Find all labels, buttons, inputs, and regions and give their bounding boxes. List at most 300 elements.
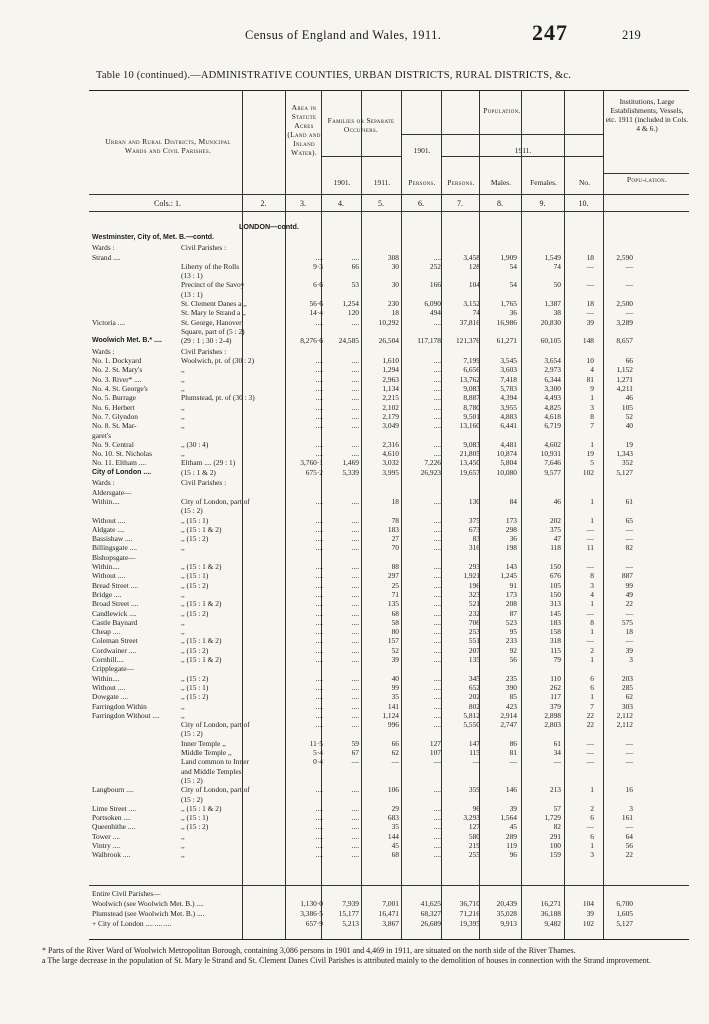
row-parish: ,, (181, 365, 185, 375)
cell-p11: 316 (468, 543, 480, 553)
cell-f01: 5,213 (342, 919, 359, 928)
cell-f11: 18 (391, 496, 399, 506)
cell-f01: .... (351, 393, 359, 403)
cell-f: 4,493 (544, 393, 561, 403)
cell-f01: 24,585 (338, 336, 359, 346)
row-name: Portsoken .... (92, 813, 131, 823)
cell-p11: 8,780 (463, 402, 480, 412)
row-parish: ,, (15 : 1 & 2) (181, 599, 222, 609)
cell-m: 208 (505, 599, 517, 609)
cell-f01: .... (351, 645, 359, 655)
cell-m: 96 (509, 850, 517, 860)
cell-p11: 5,812 (463, 710, 480, 720)
cell-area: .... (315, 701, 323, 711)
column-number: 3. (300, 199, 306, 208)
cell-area: .... (315, 841, 323, 850)
cell-ipo: 64 (625, 831, 633, 841)
cell-ipo: 40 (625, 421, 633, 431)
cell-p01: .... (433, 785, 441, 795)
cell-m: 10,080 (496, 467, 517, 477)
cell-f: 158 (549, 627, 561, 637)
cell-area: .... (315, 710, 323, 720)
cell-f01: .... (351, 655, 359, 664)
row-name: Victoria .... (92, 317, 126, 327)
book-page-number: 247 (532, 20, 568, 45)
cell-ino: 9 (590, 384, 594, 393)
cell-f: 150 (549, 562, 561, 571)
cell-m: 235 (505, 673, 517, 683)
cell-f11: 68 (391, 608, 399, 618)
cell-m: 4,883 (500, 411, 517, 421)
cell-area: 3,760·1 (300, 458, 323, 468)
cell-p01: .... (433, 252, 441, 262)
cell-m: 87 (509, 608, 517, 618)
totals-divider (89, 885, 689, 886)
cell-ino: 3 (590, 850, 594, 860)
cell-p11: — (472, 757, 480, 767)
cell-p01: 6,090 (424, 299, 441, 308)
cell-ipo: 3 (629, 655, 633, 664)
cell-f01: .... (351, 617, 359, 627)
cell-f01: .... (351, 562, 359, 571)
cell-area: 3,386·5 (300, 909, 323, 918)
row-name: Candlewick .... (92, 608, 137, 618)
cell-f11: 308 (387, 252, 399, 262)
cell-p11: 9,501 (463, 411, 480, 421)
cell-f: 159 (549, 850, 561, 860)
cell-ino: — (586, 748, 594, 757)
row-name: + City of London .... .... .... (92, 919, 172, 928)
cell-f: 38 (553, 308, 561, 318)
cell-p11: 115 (469, 748, 480, 757)
cell-ipo: 3,289 (616, 317, 633, 327)
cell-f01: .... (351, 252, 359, 262)
cell-m: 173 (505, 515, 517, 525)
cell-ino: 18 (586, 299, 594, 308)
cell-area: 5·4 (313, 748, 323, 757)
cell-area: 0·4 (313, 757, 323, 767)
cell-p11: 5,550 (463, 720, 480, 730)
col-divider (603, 91, 604, 939)
cell-m: 54 (509, 261, 517, 271)
cell-p11: 255 (468, 850, 480, 860)
running-title: Census of England and Wales, 1911. (245, 28, 442, 42)
row-name: Castle Baynard (92, 617, 138, 627)
cell-f: 676 (549, 571, 561, 581)
cell-p11: 375 (468, 515, 480, 525)
cell-area: 9·3 (313, 261, 323, 271)
cell-f01: .... (351, 449, 359, 459)
cell-f11: 1,134 (382, 384, 399, 393)
cell-f11: 25 (391, 580, 399, 590)
row-parish: ,, (15 : 1) (181, 515, 209, 525)
cell-m: 95 (509, 627, 517, 637)
col-header-persons-1901: Persons. (408, 178, 436, 187)
cell-m: 85 (509, 692, 517, 702)
cell-area: .... (315, 402, 323, 412)
row-name: No. 11. Eltham .... (92, 458, 147, 468)
cell-ino: 2 (590, 645, 594, 655)
cell-area: .... (315, 673, 323, 683)
cell-p01: 127 (429, 738, 441, 748)
cell-ino: 1 (590, 841, 594, 850)
cell-p01: .... (433, 571, 441, 581)
cell-p01: .... (433, 673, 441, 683)
row-parish: (13 : 1) (181, 271, 203, 281)
row-name: Dowgate .... (92, 692, 128, 702)
cell-p11: 359 (468, 785, 480, 795)
cell-f: 4,618 (544, 411, 561, 421)
cell-area: .... (315, 636, 323, 646)
cell-f01: 15,177 (338, 909, 359, 918)
row-name: Wards : (92, 478, 115, 488)
cell-f01: 59 (351, 738, 359, 748)
cell-area: .... (315, 831, 323, 841)
cell-m: 119 (506, 841, 517, 850)
row-parish: ,, (181, 841, 185, 850)
row-parish: Square, part of (5 : 2) (181, 326, 245, 336)
cell-f: 7,646 (544, 458, 561, 468)
cell-p01: 68,327 (420, 909, 441, 918)
row-parish: Woolwich, pt. of (30 : 2) (181, 356, 255, 366)
cell-p01: 7,226 (424, 458, 441, 468)
cell-f11: 16,471 (378, 909, 399, 918)
cell-ipo: 6,700 (616, 899, 633, 908)
cell-f01: .... (351, 496, 359, 506)
cell-p01: .... (433, 449, 441, 459)
column-number: 7. (457, 199, 463, 208)
row-name: Farringdon Within (92, 701, 147, 711)
cell-f: 118 (550, 543, 561, 553)
cell-p01: .... (433, 562, 441, 571)
cell-p01: .... (433, 608, 441, 618)
cell-f01: 66 (351, 261, 359, 271)
cell-m: 36 (509, 534, 517, 544)
cell-ipo: — (625, 748, 633, 757)
cell-m: 91 (509, 580, 517, 590)
row-name: Within.... (92, 673, 120, 683)
cell-ipo: 61 (625, 496, 633, 506)
cell-m: 10,874 (496, 449, 517, 459)
cell-ino: 3 (590, 402, 594, 412)
cell-m: 298 (505, 524, 517, 534)
cell-area: 14·4 (309, 308, 323, 318)
cell-f01: .... (351, 421, 359, 431)
cell-ipo: 5,127 (616, 919, 633, 928)
row-name: Strand .... (92, 252, 121, 262)
cell-area: .... (315, 365, 323, 375)
cell-ino: 7 (590, 421, 594, 431)
cell-f: 82 (553, 822, 561, 832)
cell-f: 34 (553, 748, 561, 757)
cell-f11: 183 (387, 524, 399, 534)
cell-p11: 3,458 (463, 252, 480, 262)
row-parish: Civil Parishes : (181, 346, 227, 356)
cell-f01: 7,939 (342, 899, 359, 908)
cell-area: .... (315, 645, 323, 655)
col-header-institutions: Institutions, Large Establishments, Vessels, etc. 1911 (included in Cols. 4 & 6.) (605, 97, 689, 133)
cell-p11: 128 (468, 261, 480, 271)
cell-ino: 39 (586, 317, 594, 327)
cell-f: 115 (550, 645, 561, 655)
cell-ino: 4 (590, 365, 594, 375)
cell-p11: 293 (468, 562, 480, 571)
cell-f11: 27 (391, 534, 399, 544)
cell-f01: .... (351, 813, 359, 823)
row-name: Entire Civil Parishes— (92, 889, 161, 898)
cell-p11: 202 (468, 692, 480, 702)
cell-m: 2,747 (500, 720, 517, 730)
cell-ipo: 22 (625, 850, 633, 860)
cell-f: 36,188 (540, 909, 561, 918)
cell-f11: 106 (387, 785, 399, 795)
cell-f: 3,300 (544, 384, 561, 393)
cell-ipo: 56 (625, 841, 633, 850)
cell-ipo: 5,127 (616, 467, 633, 477)
row-parish: and Middle Temples (181, 766, 242, 776)
row-parish: ,, (181, 449, 185, 459)
cell-p01: 107 (429, 748, 441, 757)
cell-p11: 7,199 (463, 356, 480, 366)
row-parish: City of London, part of (181, 496, 250, 506)
cell-area: .... (315, 608, 323, 618)
cell-p11: 13,160 (459, 421, 480, 431)
cell-p01: .... (433, 317, 441, 327)
row-name: Vintry .... (92, 841, 121, 850)
row-name: Cripplegate— (92, 664, 134, 674)
cell-ipo: 1,271 (616, 374, 633, 384)
row-name: Lime Street .... (92, 803, 136, 813)
row-parish: Plumstead, pt. of (30 : 3) (181, 393, 255, 403)
header-divider (321, 156, 401, 157)
cell-f11: 996 (387, 720, 399, 730)
cell-f11: 683 (387, 813, 399, 823)
cell-f01: 53 (351, 280, 359, 290)
cell-p01: .... (433, 534, 441, 544)
row-name: No. 5. Burrage (92, 393, 136, 403)
row-parish: (13 : 1) (181, 289, 203, 299)
cell-m: 5,804 (500, 458, 517, 468)
cell-p01: .... (433, 524, 441, 534)
col-header-families-1901: 1901. (333, 178, 351, 187)
column-number: 8. (497, 199, 503, 208)
cell-f01: .... (351, 720, 359, 730)
cell-p11: 37,816 (459, 317, 480, 327)
cell-area: .... (315, 496, 323, 506)
col-header-females: Females. (530, 178, 557, 187)
cell-f11: 78 (391, 515, 399, 525)
cell-p01: .... (433, 402, 441, 412)
row-parish: ,, (15 : 2) (181, 580, 209, 590)
cell-m: 3,603 (500, 365, 517, 375)
cell-area: .... (315, 562, 323, 571)
cell-f01: .... (351, 439, 359, 449)
cell-ipo: 203 (621, 673, 633, 683)
header-divider (401, 134, 603, 135)
row-name: Billingsgate .... (92, 543, 137, 553)
cell-ino: 1 (590, 785, 594, 795)
cell-p01: 26,923 (420, 467, 441, 477)
cell-ipo: — (625, 261, 633, 271)
row-parish: ,, (15 : 1) (181, 571, 209, 581)
cell-ino: 18 (586, 252, 594, 262)
cell-area: .... (315, 393, 323, 403)
cell-f: 3,654 (544, 356, 561, 366)
cell-f01: 67 (351, 748, 359, 757)
cell-f01: .... (351, 374, 359, 384)
cell-f01: .... (351, 636, 359, 646)
row-parish: (15 : 2) (181, 506, 203, 516)
cell-f11: 3,995 (382, 467, 399, 477)
cell-area: .... (315, 534, 323, 544)
cell-p01: .... (433, 496, 441, 506)
footnote-woolwich: * Parts of the River Ward of Woolwich Metropolitan Borough, containing 3,086 persons in 1901 and 4,469 in 1911, are situated on the north side of the River Thames. (42, 946, 576, 955)
header-divider (89, 194, 689, 195)
cell-p01: .... (433, 374, 441, 384)
cell-area: 8,276·6 (300, 336, 323, 346)
row-parish: ,, (15 : 1 & 2) (181, 803, 222, 813)
cell-m: 143 (505, 562, 517, 571)
cell-ino: 1 (590, 439, 594, 449)
cell-ino: 5 (590, 458, 594, 468)
cell-ipo: 575 (621, 617, 633, 627)
cell-p11: 219 (468, 841, 480, 850)
cell-f11: 35 (391, 822, 399, 832)
row-name: Aldgate .... (92, 524, 125, 534)
cell-f: 262 (549, 682, 561, 692)
col-header-area: Area in Statute Acres (Land and Inland Water). (287, 103, 321, 157)
cell-f: 150 (549, 589, 561, 599)
cell-f11: 230 (387, 299, 399, 308)
cell-f11: 40 (391, 673, 399, 683)
cell-ino: — (586, 608, 594, 618)
cell-area: .... (315, 803, 323, 813)
cell-ino: 148 (582, 336, 594, 346)
cell-p11: 127 (468, 822, 480, 832)
cell-m: 61,271 (496, 336, 517, 346)
cell-ino: 1 (590, 627, 594, 637)
cell-p11: 130 (468, 496, 480, 506)
cell-p01: .... (433, 841, 441, 850)
cell-ipo: 3 (629, 803, 633, 813)
cell-m: 54 (509, 280, 517, 290)
cell-m: 1,909 (500, 252, 517, 262)
row-name: Aldersgate— (92, 487, 132, 497)
cell-f11: 30 (391, 280, 399, 290)
row-name: garet's (92, 430, 111, 440)
cell-f11: 157 (387, 636, 399, 646)
cell-p11: 121,376 (455, 336, 480, 346)
cell-f01: .... (351, 710, 359, 720)
cell-area: .... (315, 356, 323, 366)
cell-f01: .... (351, 701, 359, 711)
row-parish: ,, (181, 831, 185, 841)
column-number: 9. (539, 199, 546, 208)
cell-p11: 551 (468, 636, 480, 646)
cell-p01: .... (433, 701, 441, 711)
cell-ipo: — (625, 524, 633, 534)
cell-p01: .... (433, 720, 441, 730)
cell-area: .... (315, 421, 323, 431)
cell-p01: .... (433, 393, 441, 403)
cell-m: 390 (505, 682, 517, 692)
cell-m: 84 (509, 496, 517, 506)
row-parish: ,, (15 : 2) (181, 692, 209, 702)
cell-f: 1,729 (544, 813, 561, 823)
cell-p01: .... (433, 627, 441, 637)
cell-area: .... (315, 317, 323, 327)
cell-f11: 66 (391, 738, 399, 748)
cell-p11: 19,395 (459, 919, 480, 928)
cell-f01: .... (351, 803, 359, 813)
cell-ipo: 105 (621, 402, 633, 412)
cell-ipo: 65 (625, 515, 633, 525)
cell-f: 213 (549, 785, 561, 795)
row-parish: St. George, Hanover (181, 317, 242, 327)
cell-p11: 6,656 (463, 365, 480, 375)
cell-m: 198 (505, 543, 517, 553)
cell-f11: 7,001 (382, 899, 399, 908)
cell-f11: 4,610 (382, 449, 399, 459)
cell-ipo: 887 (621, 571, 633, 581)
cell-p01: .... (433, 421, 441, 431)
row-parish: City of London, part of (181, 785, 250, 795)
cell-m: 233 (505, 636, 517, 646)
row-name: Westminster, City of, Met. B.—contd. (92, 233, 214, 241)
census-table (89, 90, 689, 940)
cell-f01: .... (351, 317, 359, 327)
row-name: No. 1. Dockyard (92, 356, 142, 366)
row-parish: ,, (15 : 2) (181, 534, 209, 544)
cell-ino: — (586, 738, 594, 748)
cell-p11: 802 (468, 701, 480, 711)
cell-ipo: 39 (625, 645, 633, 655)
column-number: 5. (378, 199, 384, 208)
cell-p01: 252 (429, 261, 441, 271)
row-name: Bridge .... (92, 589, 122, 599)
cell-f01: .... (351, 841, 359, 850)
cell-p11: 21,805 (459, 449, 480, 459)
cell-f: 46 (553, 496, 561, 506)
cell-p11: 323 (468, 589, 480, 599)
cell-area: .... (315, 813, 323, 823)
cell-f11: 71 (391, 589, 399, 599)
cell-ino: 8 (590, 571, 594, 581)
cell-f01: .... (351, 627, 359, 637)
row-name: Without .... (92, 682, 126, 692)
col-divider (564, 91, 565, 939)
cell-f: 20,830 (540, 317, 561, 327)
cell-ino: 6 (590, 813, 594, 823)
column-number: 10. (578, 199, 589, 208)
col-header-males: Males. (490, 178, 512, 187)
cell-f: 2,973 (544, 365, 561, 375)
cell-m: 1,564 (500, 813, 517, 823)
cell-f: 2,898 (544, 710, 561, 720)
cell-ino: 22 (586, 720, 594, 730)
cell-area: .... (315, 720, 323, 730)
cell-f11: 1,610 (382, 356, 399, 366)
cell-ino: 39 (586, 909, 594, 918)
cell-ino: 7 (590, 701, 594, 711)
cell-f01: 120 (347, 308, 359, 318)
cell-f: 4,825 (544, 402, 561, 412)
cell-p11: 13,762 (459, 374, 480, 384)
cell-f: 1,549 (544, 252, 561, 262)
cell-f11: 1,124 (382, 710, 399, 720)
cell-f01: .... (351, 599, 359, 609)
cell-m: — (509, 757, 517, 767)
